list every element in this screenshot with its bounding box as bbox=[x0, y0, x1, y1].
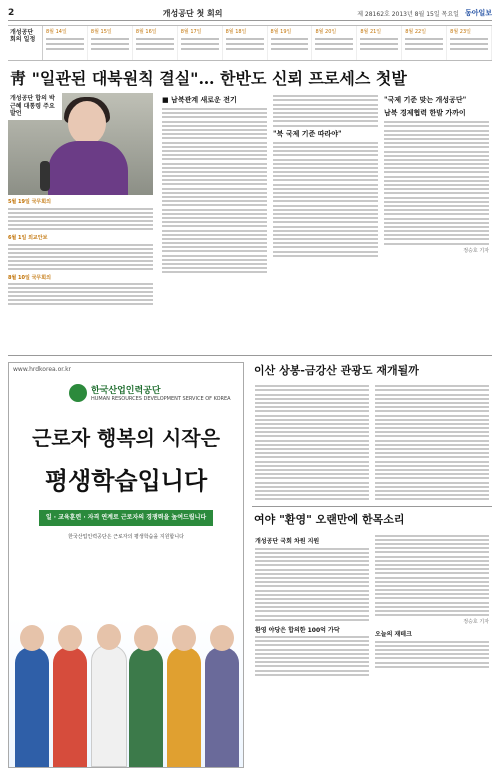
byline: 정승호 기자 bbox=[463, 247, 489, 254]
ad-banner: 일 · 교육훈련 · 자격 연계로 근로자의 경쟁력을 높여드립니다 bbox=[39, 510, 213, 526]
ad-headline-2: 평생학습입니다 bbox=[44, 467, 208, 495]
page-header bbox=[8, 6, 492, 21]
schedule-cell: 8월 17일 bbox=[178, 26, 223, 60]
subheading: "북 국제 기준 따라야" bbox=[273, 128, 342, 138]
person-figure bbox=[15, 647, 49, 767]
text-column bbox=[162, 93, 267, 355]
schedule-cell: 8월 20일 bbox=[312, 26, 357, 60]
top-story-columns bbox=[159, 93, 492, 355]
org-name: 한국산업인력공단 bbox=[91, 386, 161, 396]
org-name-en: HUMAN RESOURCES DEVELOPMENT SERVICE OF KOREA bbox=[91, 396, 231, 402]
page-number: 2 bbox=[8, 8, 15, 18]
schedule-strip bbox=[8, 25, 492, 61]
top-story-left bbox=[8, 93, 153, 355]
subheading: ■ 남북관계 새로운 전기 bbox=[162, 95, 237, 104]
subheading: "국제 기준 맞는 개성공단" bbox=[384, 95, 467, 104]
quote-box bbox=[8, 199, 153, 310]
person-figure bbox=[205, 647, 239, 767]
schedule-cell: 8월 15일 bbox=[88, 26, 133, 60]
article-section bbox=[252, 506, 492, 677]
person-figure bbox=[91, 645, 127, 767]
schedule-cell: 8월 19일 bbox=[268, 26, 313, 60]
finance-box-title: 오늘의 재테크 bbox=[375, 631, 412, 639]
article-body bbox=[252, 383, 492, 502]
article-body bbox=[252, 532, 492, 677]
schedule-cell: 8월 14일 bbox=[43, 26, 88, 60]
person-figure bbox=[53, 647, 87, 767]
photo-caption: 개성공단 합의 박근혜 대통령 주요 발언 bbox=[8, 93, 62, 120]
schedule-cell: 8월 21일 bbox=[357, 26, 402, 60]
article-subhead: 개성공단 국회 차원 지원 bbox=[255, 538, 320, 546]
article-headline: 여야 "환영" 오랜만에 한목소리 bbox=[254, 513, 405, 527]
schedule-cell: 8월 22일 bbox=[402, 26, 447, 60]
quote-title: 5월 19일 국무회의 bbox=[8, 199, 51, 205]
issue-meta: 제 28162호 2013년 8월 15일 목요일 bbox=[357, 10, 459, 18]
ad-people-image bbox=[9, 617, 243, 767]
byline: 정승호 기자 bbox=[463, 619, 489, 626]
text-column bbox=[273, 93, 378, 355]
bottom-section bbox=[8, 362, 492, 768]
section-title: 개성공단 첫 회의 bbox=[162, 8, 223, 18]
main-headline: 靑 "일관된 대북원칙 결실"… 한반도 신뢰 프로세스 첫발 bbox=[10, 69, 407, 88]
top-story bbox=[8, 93, 492, 356]
person-figure bbox=[167, 647, 201, 767]
right-column bbox=[252, 362, 492, 768]
article-headline: 이산 상봉-금강산 관광도 재개될까 bbox=[254, 364, 419, 377]
schedule-cell: 8월 18일 bbox=[223, 26, 268, 60]
schedule-label: 개성공단 회의 일정 bbox=[8, 26, 43, 60]
schedule-cell: 8월 23일 bbox=[447, 26, 492, 60]
text-column bbox=[384, 93, 489, 355]
ad-headline-1: 근로자 행복의 시작은 bbox=[32, 426, 220, 450]
logo-icon bbox=[69, 384, 87, 402]
newspaper-logo: 동아일보 bbox=[464, 9, 492, 17]
org-logo bbox=[69, 383, 243, 402]
ad-description: 한국산업인력공단은 근로자의 평생학습을 지원합니다 bbox=[68, 534, 184, 540]
ad-url[interactable]: www.hrdkorea.or.kr bbox=[13, 366, 72, 373]
article-subhead: 환영 야당은 합의한 100억 가닥 bbox=[255, 626, 340, 634]
schedule-cell: 8월 16일 bbox=[133, 26, 178, 60]
person-figure bbox=[129, 647, 163, 767]
quote-title: 6월 1일 외교안보 bbox=[8, 234, 48, 241]
subheading: 남북 경제협력 한발 가까이 bbox=[384, 108, 466, 118]
quote-title: 8월 10일 국무회의 bbox=[8, 274, 51, 281]
advertisement[interactable] bbox=[8, 362, 244, 768]
microphone-icon bbox=[40, 161, 50, 191]
